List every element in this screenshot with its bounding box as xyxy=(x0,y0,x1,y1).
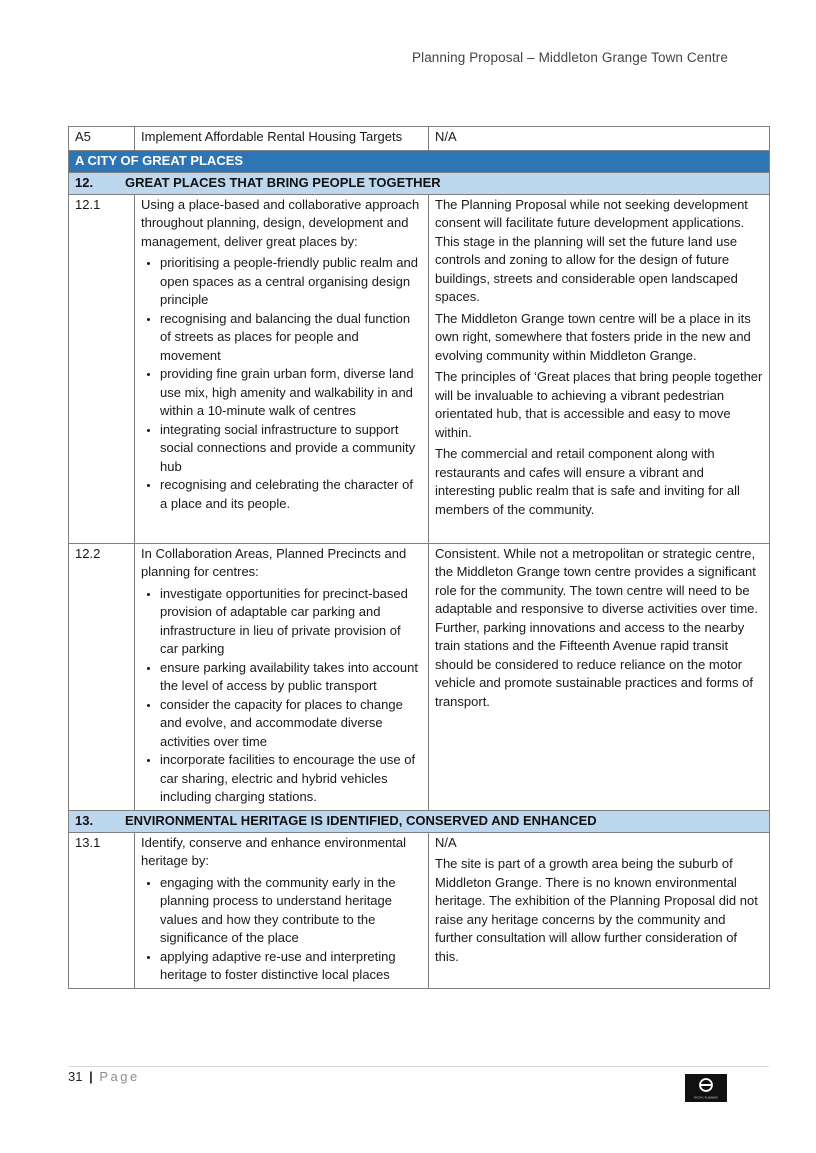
row-action xyxy=(135,543,429,810)
row-response xyxy=(429,832,770,988)
response-paragraph: The site is part of a growth area being the suburb of Middleton Grange. There is no known environmental heritage. The exhibition of the Planning Proposal did not raise any heritage concerns by the community and further consultation will allow further consideration of this. xyxy=(435,856,758,964)
logo-mark-icon xyxy=(685,1074,727,1102)
row-action: Implement Affordable Rental Housing Targets xyxy=(135,127,429,151)
row-id: 12.1 xyxy=(69,194,135,543)
list-item: • providing fine grain urban form, diverse land use mix, high amenity and walkability in and within a 10-minute walk of centres xyxy=(160,365,422,421)
action-intro: Identify, conserve and enhance environmental heritage by: xyxy=(141,834,406,868)
list-item: • engaging with the community early in the planning process to understand heritage values and how they contribute to the significance of the place xyxy=(160,874,422,948)
list-item: • integrating social infrastructure to support social connections and provide a community hub xyxy=(160,421,422,477)
row-id: A5 xyxy=(69,127,135,151)
strategy-table xyxy=(68,126,770,989)
response-paragraph: The principles of ‘Great places that bring people together will be invaluable to achieving a vibrant pedestrian orientated hub, that is accessible and easy to move within. xyxy=(435,369,763,440)
list-item: • incorporate facilities to encourage the use of car sharing, electric and hybrid vehicles including charging stations. xyxy=(160,751,422,807)
action-list xyxy=(141,585,422,807)
list-item: • applying adaptive re-use and interpreting heritage to foster distinctive local places xyxy=(160,948,422,985)
table-row-12-2 xyxy=(69,543,770,810)
table-row-a5 xyxy=(69,127,770,151)
action-intro: In Collaboration Areas, Planned Precincts and planning for centres: xyxy=(141,545,407,579)
page-number-value: 31 xyxy=(68,1069,83,1084)
page-number xyxy=(68,1069,140,1084)
subsection-title: GREAT PLACES THAT BRING PEOPLE TOGETHER xyxy=(125,174,441,190)
subsection-heading-13 xyxy=(69,810,770,832)
action-list xyxy=(141,254,422,513)
list-item: • ensure parking availability takes into account the level of access by public transport xyxy=(160,659,422,696)
action-intro: Using a place-based and collaborative approach throughout planning, design, development and management, deliver great places by: xyxy=(141,196,420,249)
row-response: N/A xyxy=(429,127,770,151)
table-row-12-1 xyxy=(69,194,770,543)
list-item: • recognising and celebrating the character of a place and its people. xyxy=(160,476,422,513)
table-row-13-1 xyxy=(69,832,770,988)
response-paragraph: N/A xyxy=(435,834,457,850)
list-item: • investigate opportunities for precinct-based provision of adaptable car parking and infrastructure in lieu of private provision of car parking xyxy=(160,585,422,659)
action-list xyxy=(141,874,422,985)
footer-divider xyxy=(68,1066,769,1067)
row-id: 13.1 xyxy=(69,832,135,988)
list-item: • consider the capacity for places to change and evolve, and accommodate diverse activities over time xyxy=(160,696,422,752)
subsection-heading-row-12 xyxy=(69,172,770,194)
logo-text: PACIFIC PLANNING xyxy=(693,1096,719,1100)
subsection-title: ENVIRONMENTAL HERITAGE IS IDENTIFIED, CONSERVED AND ENHANCED xyxy=(125,812,597,828)
page-separator: | xyxy=(89,1069,93,1084)
response-paragraph: Consistent. While not a metropolitan or strategic centre, the Middleton Grange town centre provides a significant role for the community. The town centre will need to be adaptable and responsive to diverse activities over time. Further, parking innovations and access to the nearby train stations and the Fifteenth Avenue rapid transit should be considered to reduce reliance on the motor vehicle and promote sustainable practices and forms of transport. xyxy=(435,545,759,709)
response-paragraph: The Middleton Grange town centre will be a place in its own right, somewhere that fosters pride in the new and evolving community within Middleton Grange. xyxy=(435,310,751,363)
response-paragraph: The commercial and retail component along with restaurants and cafes will ensure a vibrant and interesting public realm that is safe and inviting for all members of the community. xyxy=(435,446,740,517)
page-header: Planning Proposal – Middleton Grange Town Centre xyxy=(412,50,728,65)
row-response xyxy=(429,543,770,810)
section-heading-row xyxy=(69,150,770,172)
row-id: 12.2 xyxy=(69,543,135,810)
page-word: Page xyxy=(99,1069,140,1084)
list-item: • prioritising a people-friendly public realm and open spaces as a central organising design principle xyxy=(160,254,422,310)
row-action xyxy=(135,194,429,543)
list-item: • recognising and balancing the dual function of streets as places for people and movement xyxy=(160,310,422,366)
row-response xyxy=(429,194,770,543)
subsection-number: 12. xyxy=(75,174,94,190)
subsection-number: 13. xyxy=(75,812,94,828)
subsection-heading-12 xyxy=(69,172,770,194)
company-logo xyxy=(685,1074,727,1102)
row-action xyxy=(135,832,429,988)
response-paragraph: The Planning Proposal while not seeking development consent will facilitate future development applications. This stage in the planning will set the future land use controls and zoning to allow for the design of future buildings, streets and considerable open landscaped spaces. xyxy=(435,196,748,304)
section-heading: A CITY OF GREAT PLACES xyxy=(69,150,770,172)
subsection-heading-row-13 xyxy=(69,810,770,832)
